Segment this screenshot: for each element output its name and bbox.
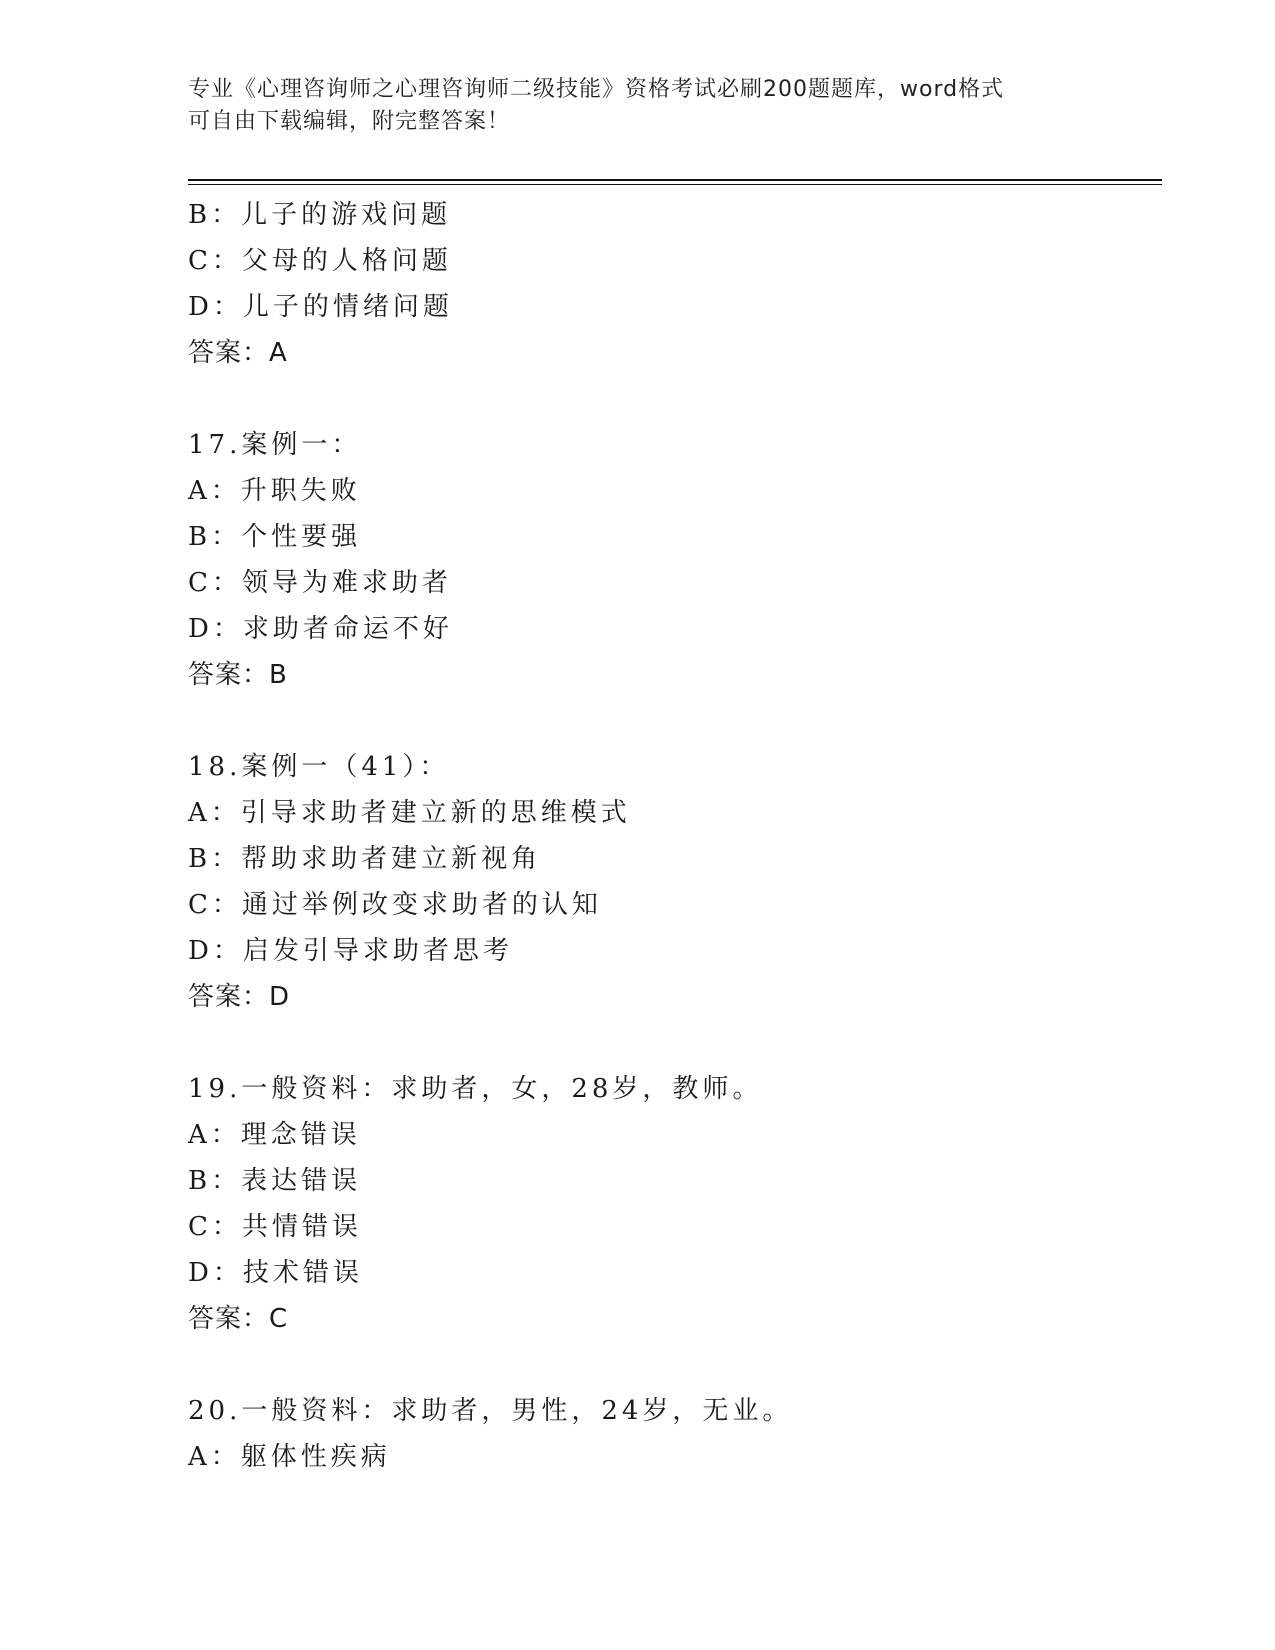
option-c: C：父母的人格问题 [188, 246, 452, 276]
option-a: A：理念错误 [188, 1120, 361, 1150]
header-rule-bottom [188, 184, 1162, 185]
answer-line: 答案：B [188, 660, 288, 690]
option-c: C：领导为难求助者 [188, 568, 452, 598]
header-line-1: 专业《心理咨询师之心理咨询师二级技能》资格考试必刷200题题库，word格式 [188, 77, 1005, 102]
question-18 [188, 744, 1148, 1020]
question-stem: 20.一般资料：求助者，男性，24岁，无业。 [188, 1396, 793, 1426]
question-19 [188, 1066, 1148, 1342]
question-20 [188, 1388, 1148, 1480]
option-a: A：升职失败 [188, 476, 361, 506]
option-c: C：通过举例改变求助者的认知 [188, 890, 602, 920]
option-b: B：帮助求助者建立新视角 [188, 844, 542, 874]
option-b: B：个性要强 [188, 522, 362, 552]
document-header [188, 74, 1078, 138]
option-d: D：求助者命运不好 [188, 614, 453, 644]
answer-line: 答案：A [188, 338, 288, 368]
option-b: B：儿子的游戏问题 [188, 200, 452, 230]
question-list [188, 192, 1148, 1480]
option-a: A：引导求助者建立新的思维模式 [188, 798, 631, 828]
option-d: D：技术错误 [188, 1258, 363, 1288]
question-16-continued [188, 192, 1148, 376]
header-line-2: 可自由下载编辑，附完整答案！ [188, 109, 511, 134]
option-d: D：启发引导求助者思考 [188, 936, 513, 966]
answer-line: 答案：C [188, 1304, 289, 1334]
question-stem: 17.案例一： [188, 430, 362, 460]
option-b: B：表达错误 [188, 1166, 362, 1196]
option-d: D：儿子的情绪问题 [188, 292, 453, 322]
answer-line: 答案：D [188, 982, 291, 1012]
option-a: A：躯体性疾病 [188, 1442, 391, 1472]
option-c: C：共情错误 [188, 1212, 362, 1242]
header-rule-top [188, 179, 1162, 181]
question-17 [188, 422, 1148, 698]
question-stem: 18.案例一（41）： [188, 752, 450, 782]
question-stem: 19.一般资料：求助者，女，28岁，教师。 [188, 1074, 763, 1104]
